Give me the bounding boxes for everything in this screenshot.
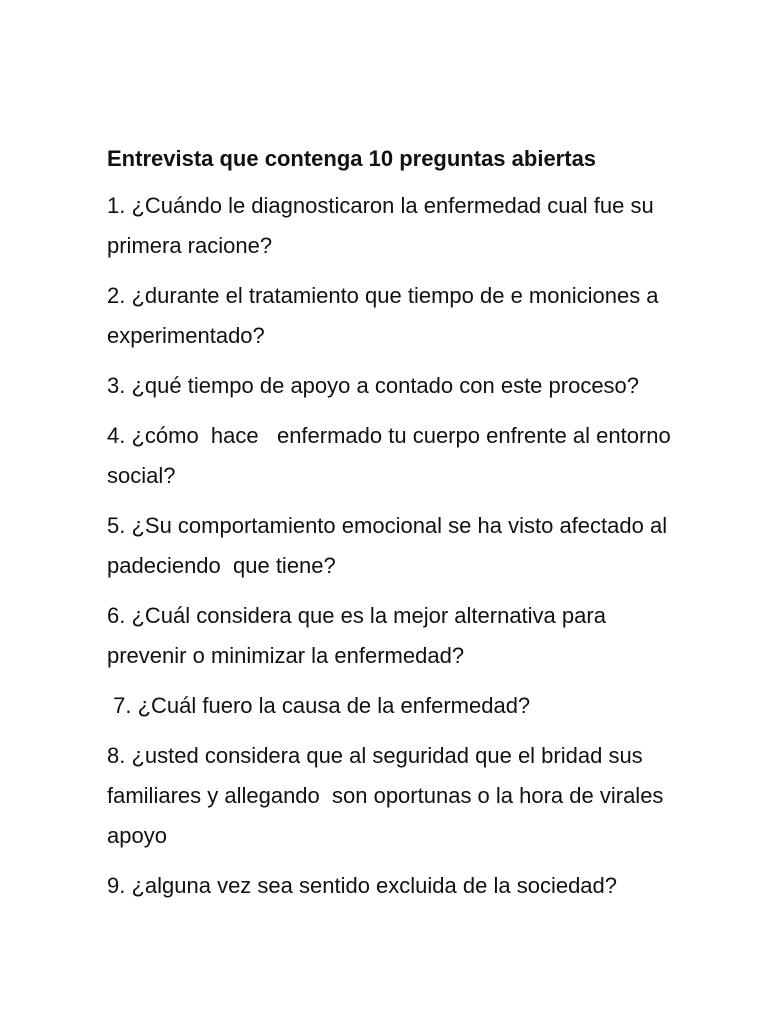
question-2: 2. ¿durante el tratamiento que tiempo de e moniciones a experimentado? bbox=[107, 283, 665, 348]
question-6: 6. ¿Cuál considera que es la mejor alternativa para prevenir o minimizar la enfermedad? bbox=[107, 603, 613, 668]
document-content bbox=[107, 142, 677, 916]
question-9: 9. ¿alguna vez sea sentido excluida de la sociedad? bbox=[107, 873, 618, 898]
document-title: Entrevista que contenga 10 preguntas abiertas bbox=[107, 146, 597, 171]
question-3: 3. ¿qué tiempo de apoyo a contado con este proceso? bbox=[107, 373, 640, 398]
question-7: 7. ¿Cuál fuero la causa de la enfermedad? bbox=[107, 693, 531, 718]
question-5: 5. ¿Su comportamiento emocional se ha visto afectado al padeciendo que tiene? bbox=[107, 513, 674, 578]
question-4: 4. ¿cómo hace enfermado tu cuerpo enfrente al entorno social? bbox=[107, 423, 677, 488]
question-8: 8. ¿usted considera que al seguridad que el bridad sus familiares y allegando son oportunas o la hora de virales apoyo bbox=[107, 743, 670, 848]
question-1: 1. ¿Cuándo le diagnosticaron la enfermedad cual fue su primera racione? bbox=[107, 193, 660, 258]
